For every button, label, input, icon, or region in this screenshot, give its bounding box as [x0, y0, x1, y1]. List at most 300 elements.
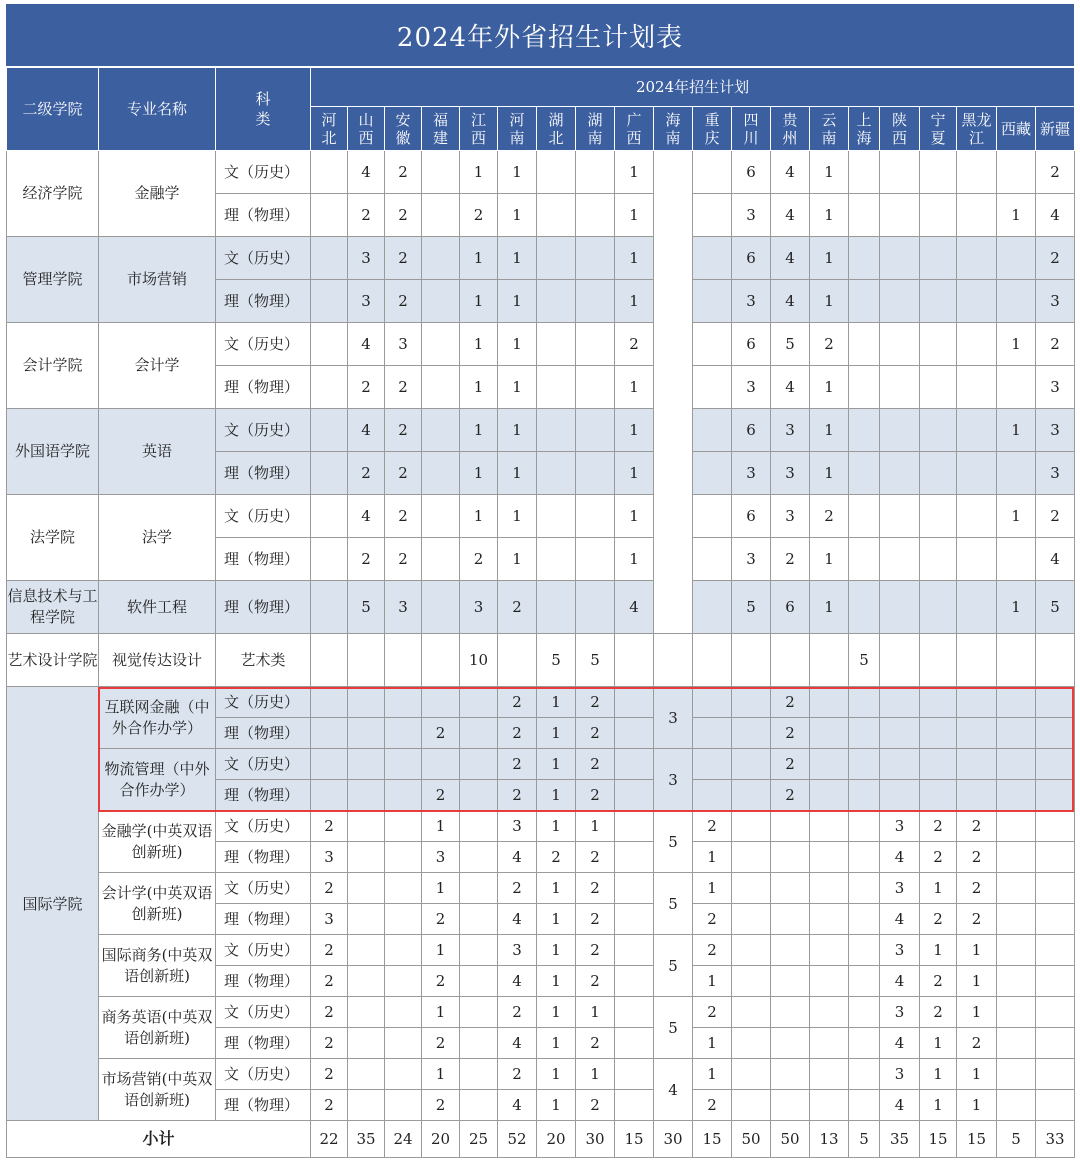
value-cell: 2	[422, 1090, 460, 1121]
value-cell	[880, 151, 920, 194]
province-line: 北	[548, 128, 564, 147]
value-cell	[732, 966, 771, 997]
value-cell	[422, 749, 460, 780]
province-line: 湖	[587, 110, 603, 129]
value-cell	[693, 687, 732, 718]
category-cell: 文（历史）	[216, 409, 311, 452]
value-cell	[732, 873, 771, 904]
major-cell: 国际商务(中英双语创新班)	[99, 935, 216, 997]
value-cell	[957, 538, 997, 581]
value-cell	[849, 811, 880, 842]
value-cell	[576, 280, 615, 323]
category-cell: 文（历史）	[216, 935, 311, 966]
value-cell	[615, 1090, 654, 1121]
value-cell: 2	[771, 687, 810, 718]
college-cell: 国际学院	[7, 687, 99, 1121]
table-row	[7, 581, 1075, 634]
value-cell: 2	[771, 780, 810, 811]
value-cell	[810, 935, 849, 966]
value-cell	[422, 538, 460, 581]
value-cell	[385, 718, 422, 749]
province-line: 广	[626, 110, 642, 129]
value-cell: 1	[615, 452, 654, 495]
major-cell: 商务英语(中英双语创新班)	[99, 997, 216, 1059]
header-province	[576, 107, 615, 151]
value-cell: 3	[732, 194, 771, 237]
value-cell	[576, 323, 615, 366]
value-cell: 1	[498, 538, 537, 581]
value-cell: 1	[615, 366, 654, 409]
value-cell	[693, 151, 732, 194]
value-cell	[732, 1059, 771, 1090]
value-cell: 1	[957, 966, 997, 997]
value-cell	[693, 718, 732, 749]
value-cell	[849, 904, 880, 935]
value-cell	[422, 634, 460, 687]
value-cell	[460, 1090, 498, 1121]
total-value: 5	[997, 1121, 1036, 1158]
table-row	[7, 749, 1075, 780]
value-cell	[422, 495, 460, 538]
value-cell: 1	[460, 366, 498, 409]
value-cell: 1	[460, 452, 498, 495]
value-cell: 1	[615, 237, 654, 280]
value-cell: 4	[771, 151, 810, 194]
college-cell: 艺术设计学院	[7, 634, 99, 687]
value-cell: 1	[920, 873, 957, 904]
value-cell	[385, 935, 422, 966]
value-cell	[957, 280, 997, 323]
value-cell	[615, 1028, 654, 1059]
value-cell	[732, 904, 771, 935]
value-cell: 5	[576, 634, 615, 687]
value-cell: 1	[693, 1028, 732, 1059]
value-cell: 1	[460, 409, 498, 452]
value-cell	[732, 997, 771, 1028]
province-line: 安	[395, 110, 411, 129]
value-cell	[498, 634, 537, 687]
value-cell	[810, 997, 849, 1028]
value-cell: 1	[422, 997, 460, 1028]
value-cell: 3	[732, 452, 771, 495]
value-cell	[810, 634, 849, 687]
value-cell: 1	[693, 966, 732, 997]
value-cell	[615, 749, 654, 780]
value-cell	[920, 452, 957, 495]
value-cell	[311, 151, 348, 194]
value-cell: 1	[537, 873, 576, 904]
major-cell: 互联网金融（中外合作办学）	[99, 687, 216, 749]
value-cell	[920, 538, 957, 581]
value-cell: 2	[1036, 495, 1075, 538]
province-line: 西	[891, 128, 907, 147]
province-line: 西	[626, 128, 642, 147]
value-cell	[460, 966, 498, 997]
value-cell	[537, 366, 576, 409]
value-cell: 5	[654, 811, 693, 873]
value-cell	[997, 718, 1036, 749]
value-cell: 3	[654, 749, 693, 811]
value-cell: 2	[957, 873, 997, 904]
value-cell	[537, 452, 576, 495]
value-cell	[348, 718, 385, 749]
value-cell	[880, 323, 920, 366]
value-cell: 2	[771, 538, 810, 581]
value-cell: 1	[920, 1059, 957, 1090]
value-cell	[385, 811, 422, 842]
value-cell: 2	[693, 1090, 732, 1121]
value-cell: 2	[498, 749, 537, 780]
value-cell	[849, 409, 880, 452]
total-value: 25	[460, 1121, 498, 1158]
value-cell	[810, 718, 849, 749]
value-cell: 4	[498, 842, 537, 873]
value-cell: 1	[460, 280, 498, 323]
value-cell	[771, 966, 810, 997]
header-province	[654, 107, 693, 151]
province-line: 湖	[548, 110, 564, 129]
header-province	[498, 107, 537, 151]
value-cell: 3	[880, 1059, 920, 1090]
value-cell: 2	[385, 194, 422, 237]
value-cell: 1	[537, 935, 576, 966]
value-cell: 4	[498, 1028, 537, 1059]
value-cell	[693, 581, 732, 634]
value-cell	[732, 780, 771, 811]
table-row	[7, 873, 1075, 904]
value-cell: 2	[311, 1090, 348, 1121]
value-cell: 1	[693, 1059, 732, 1090]
value-cell: 2	[693, 997, 732, 1028]
value-cell	[880, 452, 920, 495]
value-cell: 2	[1036, 323, 1075, 366]
header-province	[348, 107, 385, 151]
value-cell: 1	[576, 997, 615, 1028]
value-cell: 10	[460, 634, 498, 687]
value-cell	[615, 997, 654, 1028]
value-cell: 1	[460, 151, 498, 194]
province-line: 徽	[395, 128, 411, 147]
value-cell	[615, 811, 654, 842]
province-line: 北	[321, 128, 337, 147]
value-cell	[693, 634, 732, 687]
major-cell: 法学	[99, 495, 216, 581]
value-cell	[849, 873, 880, 904]
total-row	[7, 1121, 1075, 1158]
major-cell: 物流管理（中外合作办学）	[99, 749, 216, 811]
value-cell	[880, 780, 920, 811]
table-row	[7, 151, 1075, 194]
value-cell	[615, 935, 654, 966]
table-row	[7, 1059, 1075, 1090]
total-value: 33	[1036, 1121, 1075, 1158]
header-province	[849, 107, 880, 151]
value-cell: 5	[348, 581, 385, 634]
value-cell: 4	[771, 237, 810, 280]
value-cell	[771, 904, 810, 935]
value-cell: 1	[537, 1090, 576, 1121]
value-cell: 2	[460, 194, 498, 237]
value-cell: 3	[311, 842, 348, 873]
value-cell	[1036, 718, 1075, 749]
value-cell: 1	[997, 323, 1036, 366]
header-province	[537, 107, 576, 151]
value-cell	[997, 966, 1036, 997]
value-cell: 1	[615, 538, 654, 581]
value-cell	[810, 904, 849, 935]
province-line: 宁	[930, 110, 946, 129]
province-line: 州	[782, 128, 798, 147]
table-row	[7, 687, 1075, 718]
value-cell: 1	[498, 366, 537, 409]
value-cell	[348, 997, 385, 1028]
value-cell: 1	[537, 1028, 576, 1059]
value-cell: 1	[920, 1090, 957, 1121]
value-cell	[385, 780, 422, 811]
value-cell: 2	[693, 935, 732, 966]
value-cell	[880, 280, 920, 323]
value-cell: 1	[537, 966, 576, 997]
value-cell: 1	[576, 1059, 615, 1090]
value-cell	[997, 237, 1036, 280]
value-cell: 1	[810, 194, 849, 237]
header-province	[460, 107, 498, 151]
value-cell	[460, 687, 498, 718]
total-value: 20	[537, 1121, 576, 1158]
value-cell	[732, 687, 771, 718]
college-cell: 会计学院	[7, 323, 99, 409]
value-cell	[849, 687, 880, 718]
province-line: 山	[358, 110, 374, 129]
value-cell: 1	[498, 280, 537, 323]
value-cell	[693, 366, 732, 409]
value-cell: 1	[498, 151, 537, 194]
value-cell	[957, 495, 997, 538]
value-cell	[997, 687, 1036, 718]
value-cell	[771, 634, 810, 687]
value-cell: 1	[693, 842, 732, 873]
value-cell: 2	[311, 966, 348, 997]
province-line: 重	[704, 110, 720, 129]
value-cell	[957, 323, 997, 366]
value-cell: 1	[460, 237, 498, 280]
major-cell: 软件工程	[99, 581, 216, 634]
header-category	[216, 68, 311, 151]
category-cell: 理（物理）	[216, 280, 311, 323]
category-cell: 文（历史）	[216, 687, 311, 718]
value-cell: 3	[880, 811, 920, 842]
value-cell: 2	[498, 718, 537, 749]
value-cell: 4	[654, 1059, 693, 1121]
value-cell: 3	[1036, 366, 1075, 409]
value-cell	[576, 538, 615, 581]
value-cell: 2	[920, 842, 957, 873]
value-cell	[957, 409, 997, 452]
table-row	[7, 323, 1075, 366]
value-cell	[771, 842, 810, 873]
college-cell: 法学院	[7, 495, 99, 581]
value-cell: 3	[732, 366, 771, 409]
value-cell: 2	[311, 1059, 348, 1090]
value-cell: 2	[422, 904, 460, 935]
value-cell	[810, 749, 849, 780]
value-cell	[576, 194, 615, 237]
value-cell	[1036, 687, 1075, 718]
value-cell	[849, 749, 880, 780]
college-cell: 管理学院	[7, 237, 99, 323]
value-cell	[957, 452, 997, 495]
value-cell	[615, 1059, 654, 1090]
value-cell: 4	[880, 904, 920, 935]
value-cell	[576, 151, 615, 194]
value-cell	[849, 997, 880, 1028]
value-cell	[576, 409, 615, 452]
value-cell	[615, 634, 654, 687]
value-cell: 1	[498, 409, 537, 452]
value-cell	[732, 1090, 771, 1121]
category-cell: 艺术类	[216, 634, 311, 687]
value-cell: 4	[880, 842, 920, 873]
value-cell	[537, 538, 576, 581]
value-cell: 4	[771, 280, 810, 323]
category-cell: 文（历史）	[216, 151, 311, 194]
value-cell: 1	[422, 811, 460, 842]
value-cell: 2	[576, 935, 615, 966]
value-cell: 1	[615, 151, 654, 194]
value-cell: 3	[880, 935, 920, 966]
value-cell: 1	[957, 1090, 997, 1121]
value-cell	[771, 811, 810, 842]
value-cell	[732, 749, 771, 780]
value-cell	[311, 780, 348, 811]
value-cell	[997, 151, 1036, 194]
province-line: 江	[968, 128, 984, 147]
value-cell	[1036, 873, 1075, 904]
value-cell	[957, 237, 997, 280]
province-line: 南	[821, 128, 837, 147]
value-cell: 2	[920, 904, 957, 935]
value-cell	[422, 280, 460, 323]
value-cell	[849, 581, 880, 634]
value-cell	[810, 1028, 849, 1059]
province-line: 西	[358, 128, 374, 147]
value-cell: 1	[693, 873, 732, 904]
value-cell	[1036, 749, 1075, 780]
province-line: 庆	[704, 128, 720, 147]
value-cell	[693, 194, 732, 237]
value-cell	[880, 718, 920, 749]
value-cell: 3	[422, 842, 460, 873]
total-value: 15	[615, 1121, 654, 1158]
value-cell: 3	[498, 935, 537, 966]
value-cell	[957, 366, 997, 409]
table-title: 2024年外省招生计划表	[6, 4, 1074, 66]
table-row	[7, 634, 1075, 687]
value-cell	[732, 1028, 771, 1059]
value-cell: 2	[576, 780, 615, 811]
value-cell	[810, 687, 849, 718]
major-cell: 市场营销(中英双语创新班)	[99, 1059, 216, 1121]
value-cell	[385, 904, 422, 935]
value-cell: 1	[498, 237, 537, 280]
value-cell: 1	[957, 935, 997, 966]
province-line: 上	[856, 110, 872, 129]
value-cell: 1	[537, 997, 576, 1028]
value-cell	[422, 323, 460, 366]
value-cell	[732, 718, 771, 749]
value-cell: 2	[311, 997, 348, 1028]
major-cell: 市场营销	[99, 237, 216, 323]
value-cell	[957, 194, 997, 237]
value-cell: 2	[498, 1059, 537, 1090]
value-cell	[615, 873, 654, 904]
value-cell: 6	[732, 237, 771, 280]
value-cell: 1	[615, 409, 654, 452]
value-cell	[422, 237, 460, 280]
header-province	[920, 107, 957, 151]
value-cell: 1	[957, 997, 997, 1028]
value-cell: 1	[537, 718, 576, 749]
value-cell	[693, 495, 732, 538]
value-cell: 2	[348, 538, 385, 581]
province-line: 夏	[930, 128, 946, 147]
value-cell	[997, 904, 1036, 935]
value-cell: 1	[537, 811, 576, 842]
value-cell	[920, 718, 957, 749]
value-cell	[615, 718, 654, 749]
category-cell: 文（历史）	[216, 749, 311, 780]
value-cell	[537, 581, 576, 634]
value-cell: 1	[615, 194, 654, 237]
value-cell	[311, 581, 348, 634]
value-cell: 2	[771, 718, 810, 749]
value-cell	[385, 842, 422, 873]
value-cell: 1	[537, 749, 576, 780]
header-plan: 2024年招生计划	[311, 68, 1075, 107]
value-cell: 3	[771, 452, 810, 495]
value-cell	[422, 409, 460, 452]
value-cell: 1	[997, 194, 1036, 237]
value-cell	[997, 842, 1036, 873]
total-value: 52	[498, 1121, 537, 1158]
value-cell	[537, 151, 576, 194]
value-cell	[732, 935, 771, 966]
category-cell: 文（历史）	[216, 873, 311, 904]
value-cell	[537, 323, 576, 366]
value-cell	[311, 323, 348, 366]
total-value: 15	[693, 1121, 732, 1158]
value-cell: 6	[771, 581, 810, 634]
value-cell: 3	[1036, 409, 1075, 452]
category-cell: 理（物理）	[216, 366, 311, 409]
value-cell	[422, 151, 460, 194]
value-cell: 2	[576, 842, 615, 873]
table-row	[7, 495, 1075, 538]
value-cell	[348, 873, 385, 904]
value-cell	[880, 237, 920, 280]
value-cell: 2	[920, 997, 957, 1028]
value-cell: 1	[537, 1059, 576, 1090]
total-value: 35	[348, 1121, 385, 1158]
value-cell: 1	[957, 1059, 997, 1090]
value-cell	[1036, 634, 1075, 687]
value-cell: 2	[422, 718, 460, 749]
value-cell	[849, 194, 880, 237]
header-province	[1036, 107, 1075, 151]
value-cell	[311, 749, 348, 780]
value-cell: 2	[615, 323, 654, 366]
value-cell: 2	[920, 966, 957, 997]
